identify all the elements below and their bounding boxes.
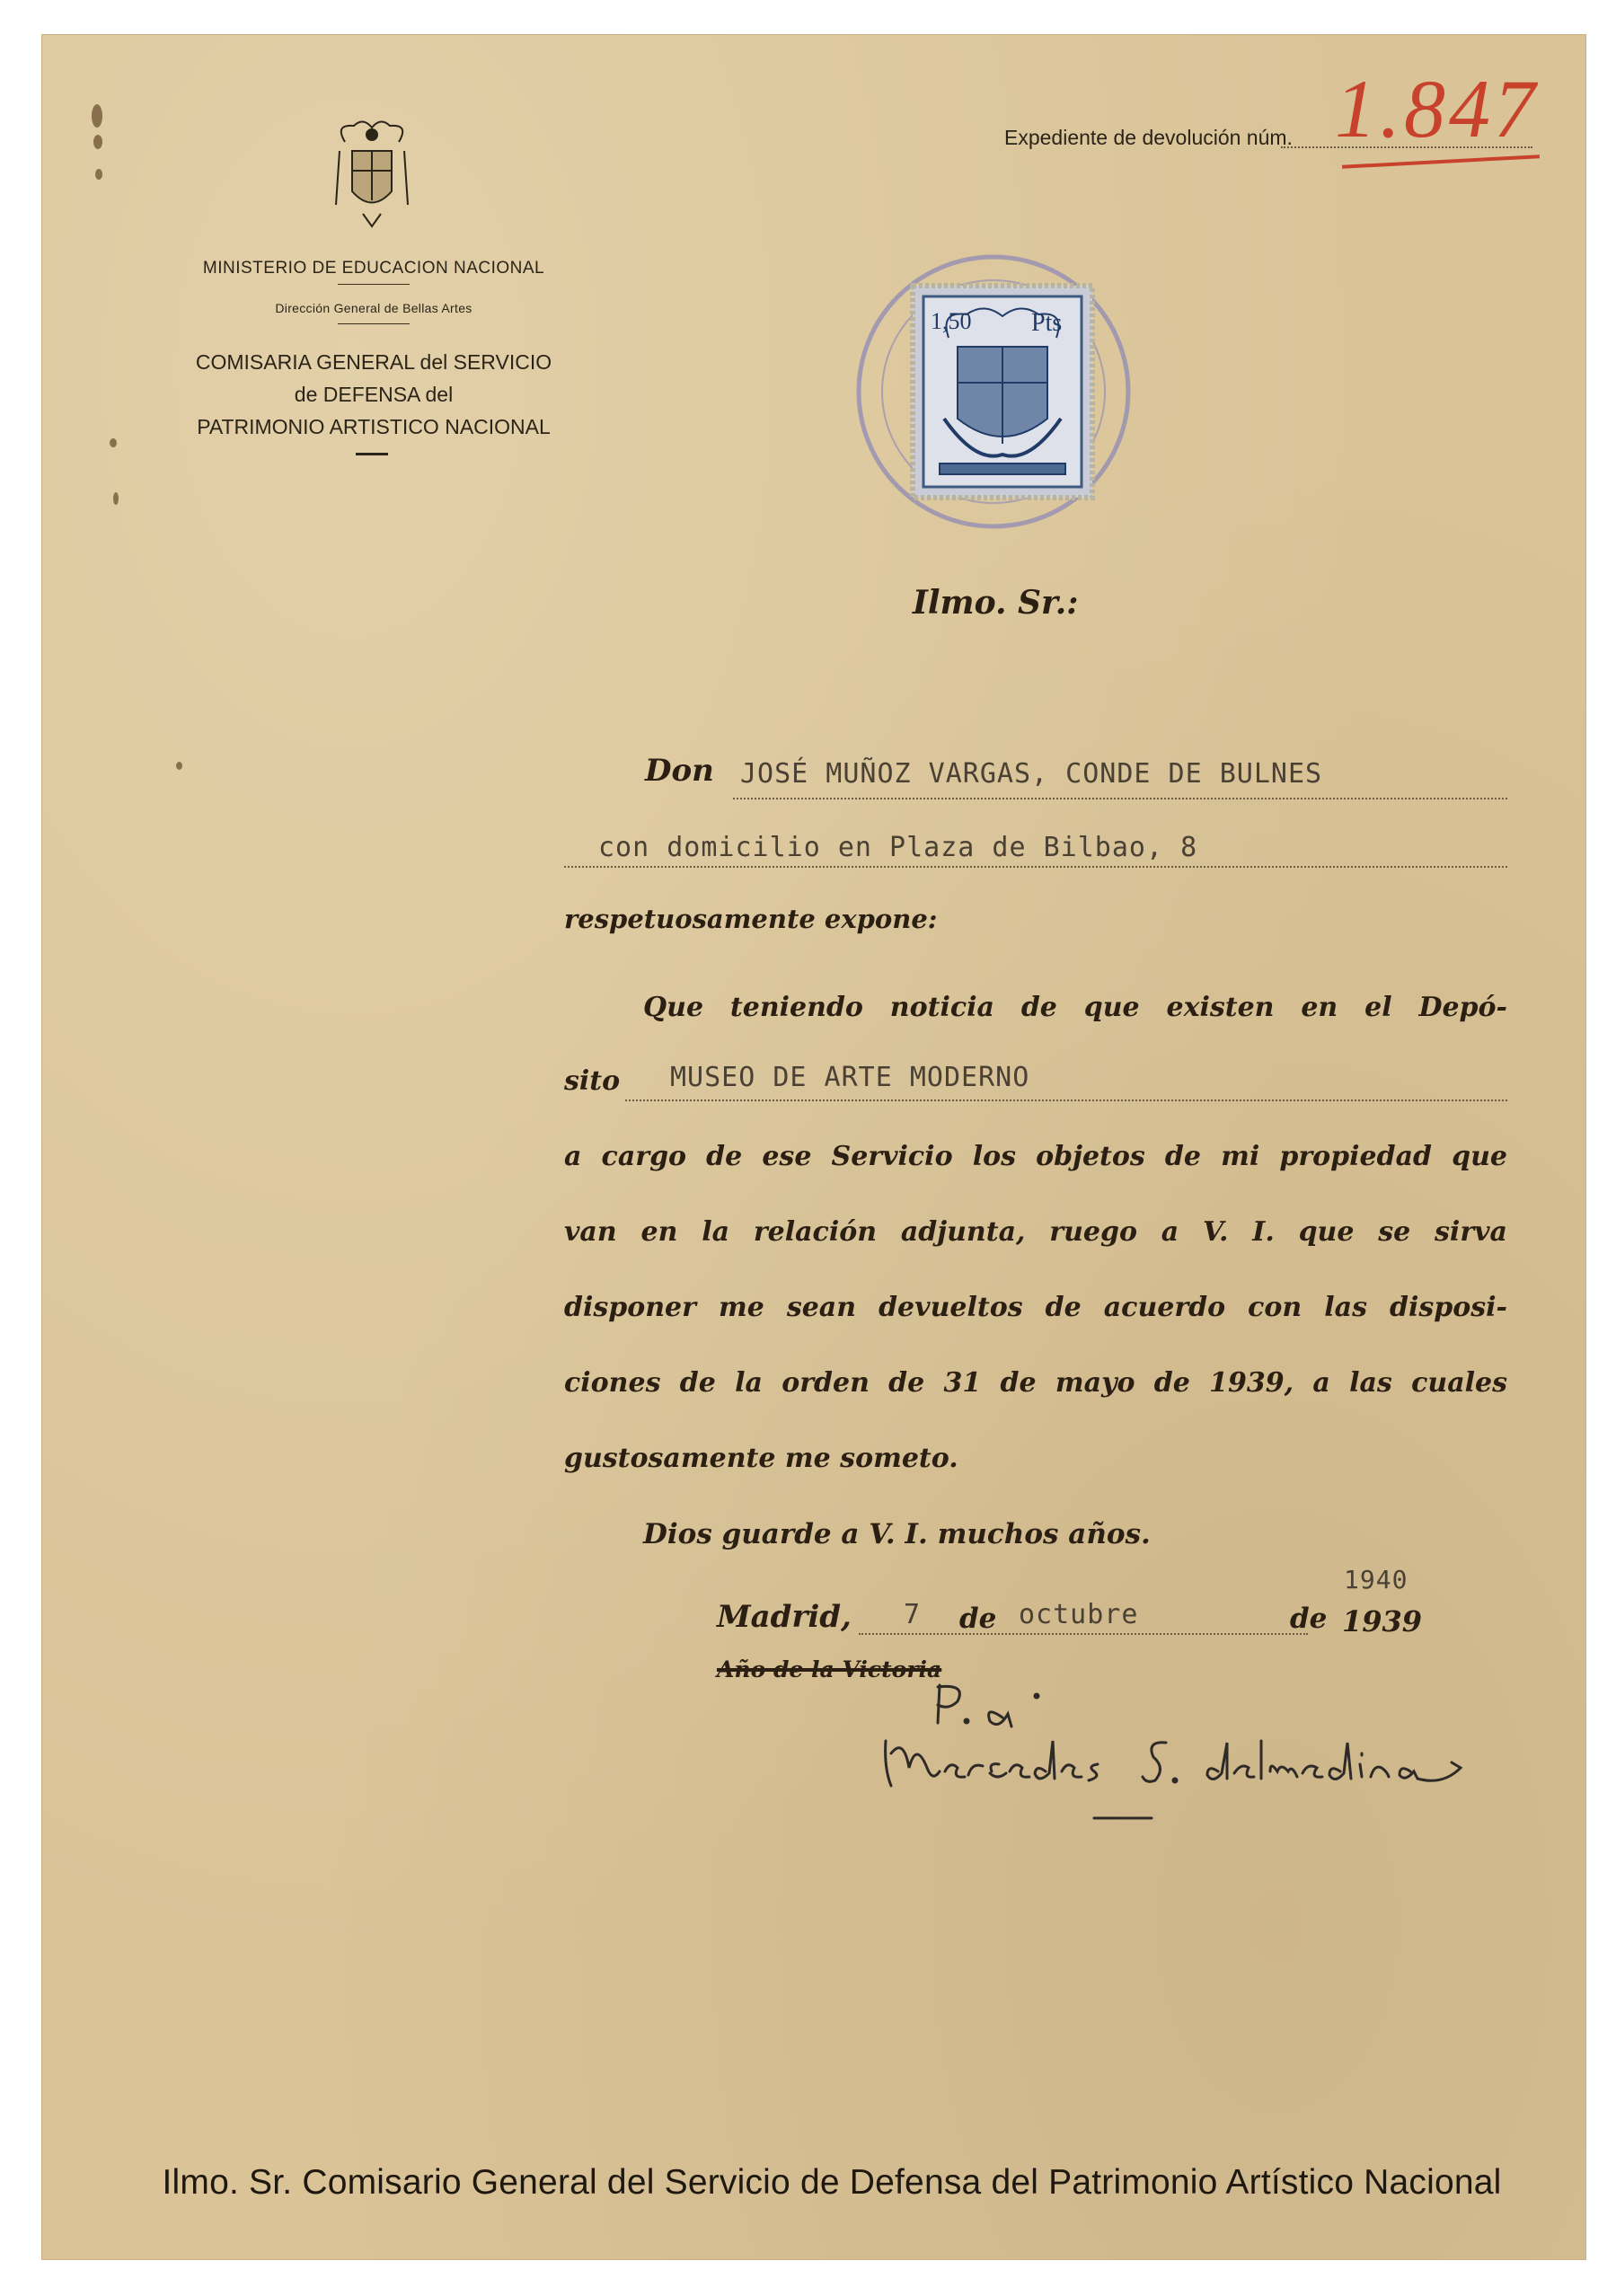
paragraph-line: disponer me sean devueltos de acuerdo con las disposi-: [564, 1292, 1507, 1323]
typed-year: 1940: [1344, 1565, 1408, 1594]
dotted-line: [733, 798, 1507, 799]
stain: [113, 492, 119, 505]
applicant-name: JOSÉ MUÑOZ VARGAS, CONDE DE BULNES: [740, 758, 1323, 790]
handwritten-signature: [832, 1678, 1514, 1840]
date-de: de: [959, 1603, 997, 1635]
commissariat-line-1: COMISARIA GENERAL del SERVICIO: [195, 350, 552, 374]
dotted-line: [625, 1099, 1507, 1101]
paragraph-line: van en la relación adjunta, ruego a V. I. que se sirva: [564, 1216, 1507, 1248]
date-day: 7: [904, 1599, 922, 1630]
date-month: octubre: [1019, 1599, 1139, 1630]
victory-year-struck: Año de la Victoria: [717, 1656, 942, 1682]
dotted-line: [859, 1633, 1308, 1635]
deposit-name: MUSEO DE ARTE MODERNO: [670, 1062, 1030, 1093]
domicile: con domicilio en Plaza de Bilbao, 8: [598, 832, 1198, 863]
dotted-line: [564, 866, 1507, 868]
exposes-text: respetuosamente expone:: [564, 904, 938, 934]
commissariat-line-3: PATRIMONIO ARTISTICO NACIONAL: [197, 415, 551, 438]
date-de: de: [1290, 1603, 1328, 1635]
stain: [110, 438, 117, 447]
place: Madrid,: [717, 1599, 852, 1635]
addressee-footer: Ilmo. Sr. Comisario General del Servicio de Defensa del Patrimonio Artístico Nacional: [162, 2163, 1502, 2202]
stain: [95, 169, 102, 180]
stamp-currency: Pts: [1031, 309, 1063, 337]
file-number-label: Expediente de devolución núm.: [1004, 126, 1293, 149]
document-page: [41, 34, 1586, 2260]
divider: [356, 453, 388, 455]
stamp-value: 1,50: [931, 308, 972, 334]
salutation: Ilmo. Sr.:: [913, 584, 1079, 622]
stain: [92, 104, 102, 128]
sito-label: sito: [564, 1065, 621, 1097]
ministry-name: MINISTERIO DE EDUCACION NACIONAL: [202, 259, 545, 278]
stain: [93, 135, 102, 149]
revenue-stamp: [814, 239, 1137, 535]
file-number: 1.847: [1335, 63, 1539, 155]
stain: [176, 762, 182, 770]
printed-year: 1939: [1342, 1604, 1423, 1638]
red-underline: [1342, 155, 1540, 169]
divider: [338, 323, 410, 324]
paragraph-line: a cargo de ese Servicio los objetos de mi propiedad que: [564, 1141, 1507, 1172]
divider: [338, 284, 410, 285]
closing: Dios guarde a V. I. muchos años.: [643, 1518, 1151, 1550]
paragraph-line: gustosamente me someto.: [564, 1443, 958, 1474]
don-label: Don: [645, 753, 714, 789]
commissariat-line-2: de DEFENSA del: [294, 383, 454, 406]
direction-name: Dirección General de Bellas Artes: [275, 301, 472, 315]
paragraph-line: Que teniendo noticia de que existen en el Depó-: [643, 992, 1507, 1023]
coat-of-arms-icon: [327, 115, 417, 232]
paragraph-line: ciones de la orden de 31 de mayo de 1939, a las cuales: [564, 1367, 1507, 1399]
